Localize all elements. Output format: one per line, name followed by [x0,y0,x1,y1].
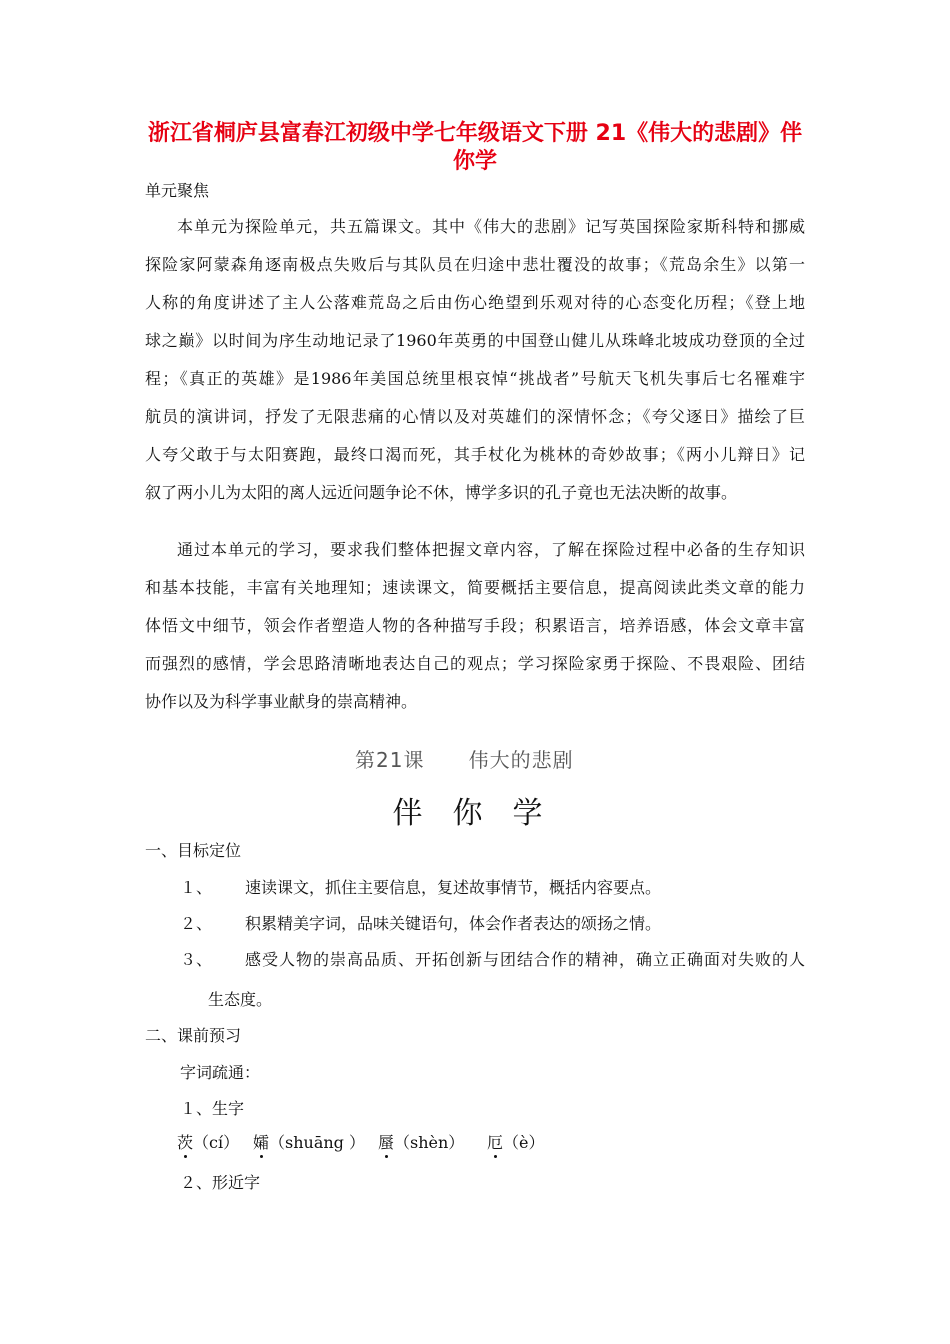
word-item [378,1130,464,1153]
word-pinyin: （shèn） [394,1133,465,1152]
goal-number: ２、 [180,914,213,933]
intro-line: 人夸父敢于与太阳赛跑，最终口渴而死，其手杖化为桃林的奇妙故事；《两小儿辩日》记 [145,445,805,464]
banner-title: 伴你学 [392,796,573,831]
goals-line: 协作以及为科学事业献身的崇高精神。 [145,692,418,711]
lesson-header: 第21课 伟大的悲剧 [355,748,574,772]
word-character: 孀 [253,1133,270,1152]
goal-text: 速读课文，抓住主要信息，复述故事情节，概括内容要点。 [245,878,662,897]
part1-heading: 一、目标定位 [145,841,242,860]
intro-line: 球之巅》以时间为序生动地记录了1960年英勇的中国登山健儿从珠峰北坡成功登顶的全过 [145,331,805,350]
intro-line: 程；《真正的英雄》是1986年美国总统里根哀悼“挑战者”号航天飞机失事后七名罹难宇 [145,369,805,388]
intro-line: 本单元为探险单元，共五篇课文。其中《伟大的悲剧》记写英国探险家斯科特和挪威 [177,217,805,236]
word-pinyin: （cí） [193,1133,240,1152]
intro-line: 人称的角度讲述了主人公落难荒岛之后由伤心绝望到乐观对待的心态变化历程；《登上地 [145,293,805,312]
intro-line: 探险家阿蒙森角逐南极点失败后与其队员在归途中悲壮覆没的故事；《荒岛余生》以第一 [145,255,805,274]
word-item [487,1130,545,1153]
goals-line: 而强烈的感情，学会思路清晰地表达自己的观点；学习探险家勇于探险、不畏艰险、团结 [145,654,805,673]
vocab-subheading: 字词疏通： [180,1063,261,1082]
intro-line: 航员的演讲词，抒发了无限悲痛的心情以及对英雄们的深情怀念；《夸父逐日》描绘了巨 [145,407,805,426]
similar-characters-heading: ２、形近字 [180,1173,261,1192]
title-line-2: 你学 [452,149,497,174]
document-title [130,120,820,176]
goal-number: １、 [180,878,213,897]
goals-line: 通过本单元的学习，要求我们整体把握文章内容，了解在探险过程中必备的生存知识 [177,540,805,559]
title-line-1: 浙江省桐庐县富春江初级中学七年级语文下册 21《伟大的悲剧》伴 [147,121,803,146]
section-heading: 单元聚焦 [145,181,210,200]
goals-line: 和基本技能，丰富有关地理知；速读课文，简要概括主要信息，提高阅读此类文章的能力 [145,578,805,597]
word-pinyin: （è） [503,1133,545,1152]
word-item [177,1130,239,1153]
word-character: 厄 [487,1133,504,1152]
intro-line: 叙了两小儿为太阳的离人远近问题争论不休，博学多识的孔子竟也无法决断的故事。 [145,483,738,502]
new-characters-heading: １、生字 [180,1099,245,1118]
goals-line: 体悟文中细节，领会作者塑造人物的各种描写手段；积累语言，培养语感，体会文章丰富 [145,616,805,635]
word-character: 茨 [177,1133,194,1152]
goal-text: 感受人物的崇高品质、开拓创新与团结合作的精神，确立正确面对失败的人 [245,950,805,969]
goal-text-continued: 生态度。 [208,990,273,1009]
word-pinyin: （shuāng ） [269,1133,366,1152]
part2-heading: 二、课前预习 [145,1026,242,1045]
goal-number: ３、 [180,950,213,969]
word-character: 蜃 [378,1133,395,1152]
goal-text: 积累精美字词，品味关键语句，体会作者表达的颂扬之情。 [245,914,662,933]
word-item [253,1130,365,1153]
